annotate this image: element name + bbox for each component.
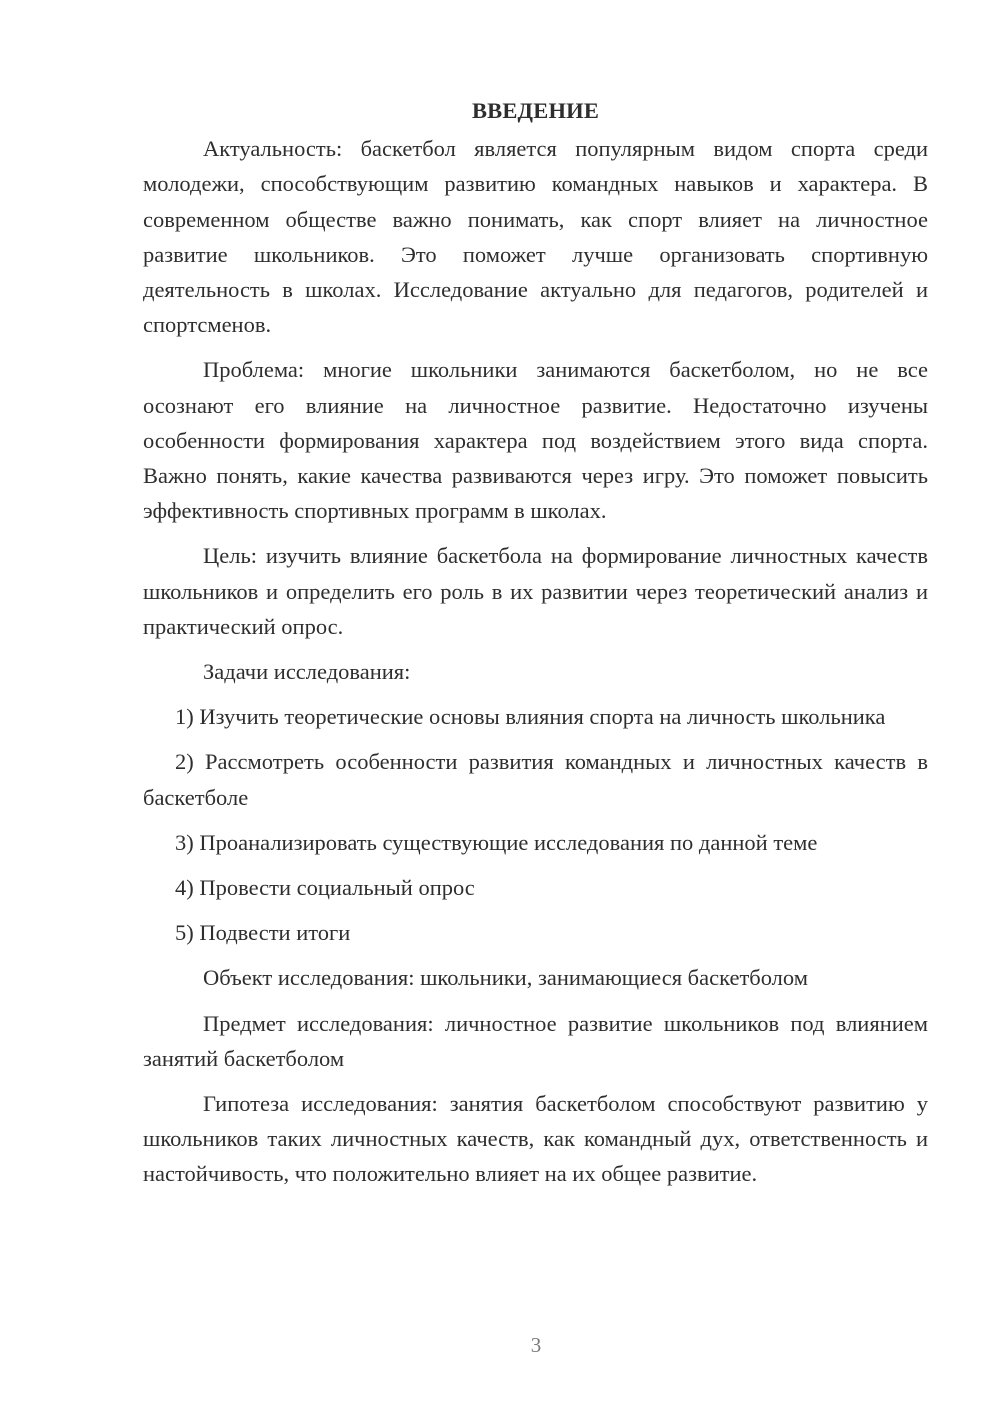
task-item-1: 1) Изучить теоретические основы влияния спорта на личность школьника [175, 704, 886, 730]
section-heading: ВВЕДЕНИЕ [471, 98, 600, 123]
page-content [143, 93, 928, 1202]
object-paragraph: Объект исследования: школьники, занимающиеся баскетболом [203, 965, 808, 991]
task-item-3: 3) Проанализировать существующие исследования по данной теме [175, 829, 818, 855]
goal-paragraph: Цель: изучить влияние баскетбола на формирование личностных качеств школьников и определить его роль в их развитии через теоретический анализ и практический опрос. [143, 543, 928, 639]
problem-paragraph: Проблема: многие школьники занимаются баскетболом, но не все осознают его влияние на личностное развитие. Недостаточно изучены особенности формирования характера под воздействием этого вида спорта. Важно понять, какие качества развиваются через игру. Это поможет повысить эффективность спортивных программ в школах. [143, 357, 928, 524]
task-item-5: 5) Подвести итоги [175, 920, 351, 946]
tasks-title: Задачи исследования: [203, 659, 411, 685]
hypothesis-paragraph: Гипотеза исследования: занятия баскетболом способствуют развитию у школьников таких личностных качеств, как командный дух, ответственность и настойчивость, что положительно влияет на их общее развитие. [143, 1091, 928, 1187]
task-item-2: 2) Рассмотреть особенности развития командных и личностных качеств в баскетболе [143, 749, 928, 810]
task-item-4: 4) Провести социальный опрос [175, 875, 475, 901]
subject-paragraph: Предмет исследования: личностное развитие школьников под влиянием занятий баскетболом [143, 1010, 928, 1071]
page-number: 3 [530, 1333, 542, 1357]
relevance-paragraph: Актуальность: баскетбол является популярным видом спорта среди молодежи, способствующим развитию командных навыков и характера. В современном обществе важно понимать, как спорт влияет на личностное развитие школьников. Это поможет лучше организовать спортивную деятельность в школах. Исследование актуально для педагогов, родителей и спортсменов. [143, 136, 928, 338]
